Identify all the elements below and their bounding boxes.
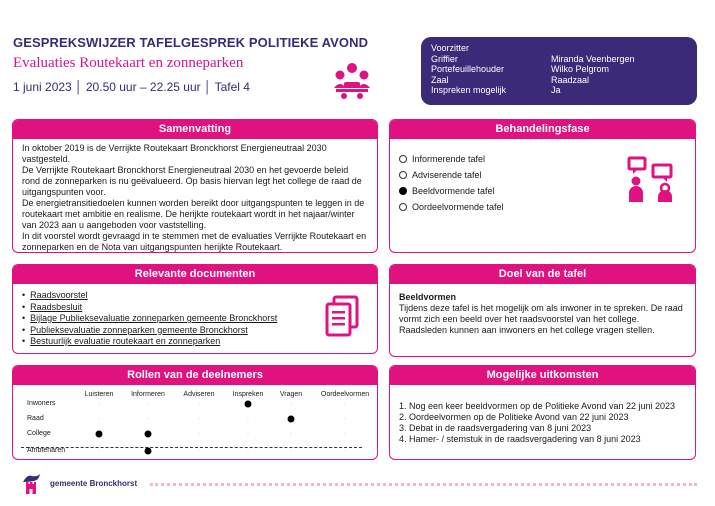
role-empty-cell: · [344, 416, 346, 422]
phase-heading: Behandelingsfase [390, 120, 695, 139]
documents-card [12, 264, 378, 354]
role-empty-cell: · [290, 448, 292, 454]
role-empty-cell: · [247, 416, 249, 422]
info-row [431, 85, 687, 96]
documents-list [22, 288, 368, 348]
phase-option-label: Oordeelvormende tafel [412, 201, 504, 212]
roles-divider [21, 447, 362, 448]
role-mark-icon [245, 401, 252, 408]
list-item [22, 290, 368, 302]
list-item: 4. Hamer- / stemstuk in de raadsvergadering van 8 juni 2023 [399, 434, 641, 444]
summary-paragraph: In oktober 2019 is de Verrijkte Routekaart Bronckhorst Energieneutraal 2030 vastgesteld. [22, 143, 327, 164]
roles-row-label: Inwoners [27, 400, 56, 407]
role-empty-cell: · [344, 448, 346, 454]
footer-org-name: gemeente Bronckhorst [50, 479, 138, 488]
role-empty-cell: · [344, 401, 346, 407]
summary-heading: Samenvatting [13, 120, 377, 139]
info-label: Inspreken mogelijk [431, 85, 507, 96]
info-value: Wilko Pelgrom [551, 64, 610, 75]
info-label: Voorzitter [431, 43, 470, 53]
outcomes-heading: Mogelijke uitkomsten [390, 366, 695, 385]
roles-row-label: College [27, 430, 51, 437]
summary-card [12, 119, 378, 253]
info-label: Griffier [431, 53, 458, 64]
phase-option-label: Beeldvormende tafel [412, 185, 495, 196]
role-empty-cell: · [198, 431, 200, 437]
role-empty-cell: · [98, 448, 100, 454]
phase-option-label: Informerende tafel [412, 153, 486, 164]
list-item: 2. Oordeelvormen op de Politieke Avond van 22 juni 2023 [399, 412, 629, 422]
role-empty-cell: · [98, 401, 100, 407]
roles-column-header: Adviseren [183, 391, 215, 398]
summary-text [13, 139, 377, 253]
documents-heading: Relevante documenten [13, 265, 377, 284]
info-value: Raadzaal [551, 74, 590, 85]
radio-empty-icon [399, 171, 407, 179]
role-mark-icon [288, 416, 295, 423]
outcomes-card [389, 365, 696, 460]
role-empty-cell: · [290, 431, 292, 437]
roles-column-header: Inspreken [232, 391, 264, 398]
document-link-bestuurlijk[interactable]: Bestuurlijk evaluatie routekaart en zonneparken [30, 336, 221, 346]
phase-card [389, 119, 696, 253]
summary-paragraph: De Verrijkte Routekaart Bronckhorst Energieneutraal 2030 en het gevoerde beleid rond de zonneparken is nu geëvalueerd. Op basis hiervan legt het college de raad de uitgangspunten voor. [22, 165, 362, 197]
list-item [22, 336, 368, 348]
role-empty-cell: · [198, 401, 200, 407]
document-link-bijlage[interactable]: Bijlage Publieksevaluatie zonneparken gemeente Bronckhorst [30, 313, 278, 323]
role-empty-cell: · [344, 431, 346, 437]
role-empty-cell: · [147, 401, 149, 407]
documents-icon [325, 295, 359, 337]
roles-column-header: Luisteren [84, 391, 114, 398]
info-label: Portefeuillehouder [431, 64, 505, 75]
role-empty-cell: · [290, 401, 292, 407]
document-link-raadsvoorstel[interactable]: Raadsvoorstel [30, 290, 88, 300]
goal-text: Tijdens deze tafel is het mogelijk om als inwoner in te spreken. De raad vormt zich een beeld over het raadsvoorstel van het college. Raadsleden kunnen aan inwoners en het college vragen stellen. [399, 303, 683, 335]
role-empty-cell: · [98, 416, 100, 422]
info-value: Miranda Veenbergen [551, 53, 635, 64]
list-item [22, 302, 368, 314]
goal-card [389, 264, 696, 357]
role-mark-icon [145, 448, 152, 455]
role-mark-icon [145, 431, 152, 438]
page-subtitle: Evaluaties Routekaart en zonneparken [13, 55, 244, 71]
role-mark-icon [96, 431, 103, 438]
roles-heading: Rollen van de deelnemers [13, 366, 377, 385]
roles-column-header: Informeren [131, 391, 165, 398]
roles-column-header: Vragen [279, 391, 303, 398]
document-link-publieksevaluatie[interactable]: Publieksevaluatie zonneparken gemeente Bronckhorst [30, 324, 248, 335]
page-title: GESPREKSWIJZER TAFELGESPREK POLITIEKE AVOND [13, 35, 369, 50]
radio-empty-icon [399, 155, 407, 163]
radio-selected-icon [399, 187, 407, 195]
roles-column-header: Oordeelvormen [320, 391, 370, 398]
info-row [431, 43, 687, 54]
info-label: Zaal [431, 74, 449, 85]
goal-heading: Doel van de tafel [390, 265, 695, 284]
info-row [431, 54, 687, 65]
roles-table [13, 385, 376, 457]
conversation-icon [627, 156, 675, 204]
list-item: 3. Debat in de raadsvergadering van 8 juni 2023 [399, 423, 592, 433]
document-link-raadsbesluit[interactable]: Raadsbesluit [30, 301, 83, 312]
municipality-logo-icon [20, 472, 42, 496]
summary-paragraph: De energietransitiedoelen kunnen worden bereikt door uitgangspunten te leggen in de routekaart met ambitie en realisme. De herijkte routekaart wordt in het najaar/winter van 2023 aan u aangeboden voor vaststelling. [22, 198, 365, 230]
phase-option-label: Adviserende tafel [412, 169, 482, 180]
list-item: 1. Nog een keer beeldvormen op de Politieke Avond van 22 juni 2023 [399, 401, 676, 411]
meeting-dateline: 1 juni 2023 │ 20.50 uur – 22.25 uur │ Tafel 4 [13, 80, 250, 94]
roles-row-label: Raad [27, 415, 44, 422]
goal-title: Beeldvormen [399, 292, 457, 302]
outcomes-list [399, 389, 686, 445]
role-empty-cell: · [198, 448, 200, 454]
role-empty-cell: · [147, 416, 149, 422]
roles-row-label: Ambtenaren [27, 447, 66, 454]
meeting-people-icon [332, 60, 372, 100]
list-item [22, 325, 368, 337]
info-value: Ja [551, 85, 561, 96]
meeting-info-box [421, 37, 697, 105]
summary-paragraph: In dit voorstel wordt gevraagd in te stemmen met de evaluaties Verrijkte Routekaart en zonneparken en de Nota van uitgangspunten herijkte Routekaart. [22, 231, 367, 252]
roles-card [12, 365, 378, 460]
info-row [431, 64, 687, 75]
list-item [22, 313, 368, 325]
role-empty-cell: · [247, 431, 249, 437]
info-row [431, 75, 687, 86]
radio-empty-icon [399, 203, 407, 211]
footer-divider [150, 483, 697, 486]
role-empty-cell: · [247, 448, 249, 454]
role-empty-cell: · [198, 416, 200, 422]
